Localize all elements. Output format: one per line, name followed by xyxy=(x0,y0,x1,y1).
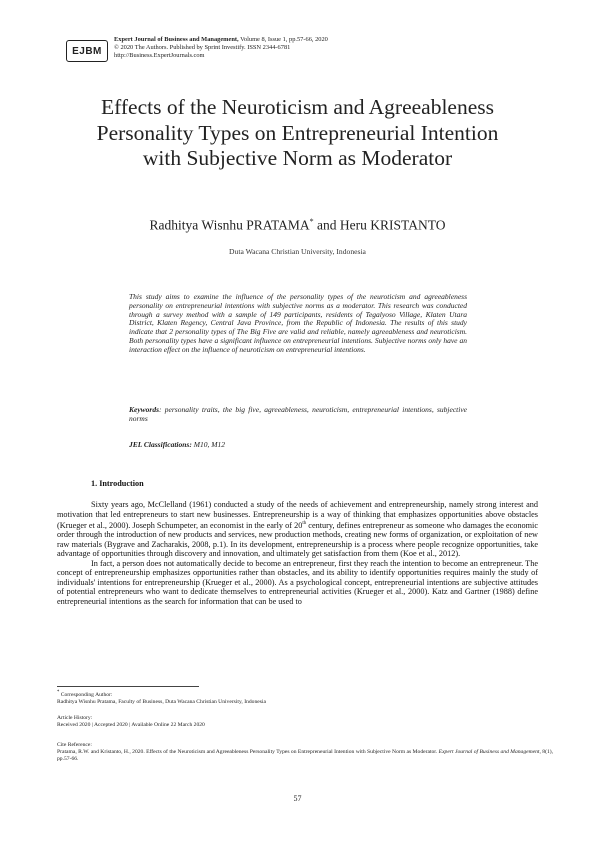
author-2: Heru KRISTANTO xyxy=(339,217,446,233)
journal-header-info xyxy=(114,36,328,61)
authors-and: and xyxy=(313,217,340,233)
author-1: Radhitya Wisnhu PRATAMA xyxy=(149,217,310,233)
keywords xyxy=(129,406,467,424)
journal-header xyxy=(66,36,328,62)
title-line-1: Effects of the Neuroticism and Agreeableness xyxy=(100,95,495,119)
footnote-cite-a: Pratama, R.W. and Kristanto, H., 2020. Effects of the Neuroticism and Agreeableness Personality Types on Entrepreneurial Intention with Subjective Norm as Moderator. xyxy=(57,748,439,755)
section-heading-introduction: 1. Introduction xyxy=(91,479,144,488)
title-line-3: with Subjective Norm as Moderator xyxy=(142,146,453,170)
corresponding-mark: * xyxy=(309,217,314,226)
paragraph-1-superscript: th xyxy=(302,521,307,526)
paragraph-1 xyxy=(57,500,538,559)
paragraph-1-part-a: Sixty years ago, McClelland (1961) conducted a study of the needs of achievement and entrepreneurship, namely strong interest and motivation that led entrepreneurs to start new businesses. Entrepreneurship is a way of thinking that emphasizes opportunities above obstacles (Krueger et al., 2000). Joseph Schumpeter, an economist in the early of 20 xyxy=(57,500,538,530)
footnote-cite-journal: Expert Journal of Business and Management xyxy=(438,748,540,755)
jel-label: JEL Classifications: xyxy=(129,440,192,449)
footnote-cite-label: Cite Reference: xyxy=(57,742,92,748)
footnote-corr-label: Corresponding Author: xyxy=(59,691,113,698)
paper-title xyxy=(40,95,555,172)
jel-text: M10, M12 xyxy=(191,440,225,449)
footnote-history-label: Article History: xyxy=(57,715,93,721)
affiliation: Duta Wacana Christian University, Indonesia xyxy=(229,247,366,256)
journal-logo-text: EJBM xyxy=(72,45,102,57)
journal-name: Expert Journal of Business and Management, xyxy=(114,36,239,43)
title-line-2: Personality Types on Entrepreneurial Intention xyxy=(96,120,499,145)
footnote-history-text: Received 2020 | Accepted 2020 | Available Online 22 March 2020 xyxy=(57,721,205,728)
journal-copyright: © 2020 The Authors. Published by Sprint Investify. ISSN 2344-6781 xyxy=(114,44,291,52)
keywords-label: Keywords xyxy=(129,405,159,414)
keywords-text: : personality traits, the big five, agreeableness, neuroticism, entrepreneurial intentions, subjective norms xyxy=(129,405,467,423)
jel-classifications xyxy=(129,440,225,449)
abstract: This study aims to examine the influence of the personality types of the neuroticism and agreeableness personality on entrepreneurial intentions with subjective norms as a moderator. This research was conducted through a survey method with a sample of 149 participants, residents of Tegalyoso Village, Klaten Utara District, Klaten Regency, Central Java Province, from the Republic of Indonesia. The results of this study indicate that 2 personality types of The Big Five are valid and reliable, namely agreeableness and neuroticism. Both personality types have a significant influence on entrepreneurial intentions. Subjective norms only have an interaction effect on the influence of neuroticism on entrepreneurial intentions. xyxy=(129,292,467,354)
journal-logo xyxy=(66,40,108,62)
paragraph-2: In fact, a person does not automatically decide to become an entrepreneur, first they reach the intention to become an entrepreneur. The concept of entrepreneurship emphasizes opportunities rather than obstacles, and its ability to identify opportunities requires mainly the study of individuals' intentions for entrepreneurship (Krueger et al., 2000). As a psychological concept, entrepreneurial intentions are subjective attitudes of potential entrepreneurs who want to dedicate themselves to entrepreneurial activities (Krueger et al., 2000). Katz and Gartner (1988) define entrepreneurial intentions as the search for information that can be used to xyxy=(57,558,538,606)
footnote-star: * xyxy=(57,690,60,695)
footnote-corr-text: Radhitya Wisnhu Pratama, Faculty of Business, Duta Wacana Christian University, Indonesia xyxy=(57,698,266,705)
footnote-cite-b: , 8(1), pp.57-66. xyxy=(57,748,553,762)
footnote-corresponding-author xyxy=(57,690,557,705)
page-number: 57 xyxy=(293,794,302,803)
footnote-cite-reference xyxy=(57,742,557,762)
authors-line xyxy=(40,217,555,234)
journal-url[interactable]: http://Business.ExpertJournals.com xyxy=(114,52,205,60)
journal-volume: Volume 8, Issue 1, pp.57-66, 2020 xyxy=(238,36,328,43)
footnote-article-history xyxy=(57,715,557,729)
footnote-rule xyxy=(57,686,199,687)
paragraph-1-part-b: century, defines entrepreneur as someone who damages the economic order through the introduction of new products and services, new production methods, creating new forms of organization, or exploitation of new raw materials (Bygrave and Zacharakis, 2008, p.1). In its development, entrepreneurship is a process where people recognize opportunities, take advantage of opportunities through discovery and innovation, and ultimately get satisfaction from them (Koe et al., 2012). xyxy=(57,520,539,559)
body-text xyxy=(57,500,538,606)
